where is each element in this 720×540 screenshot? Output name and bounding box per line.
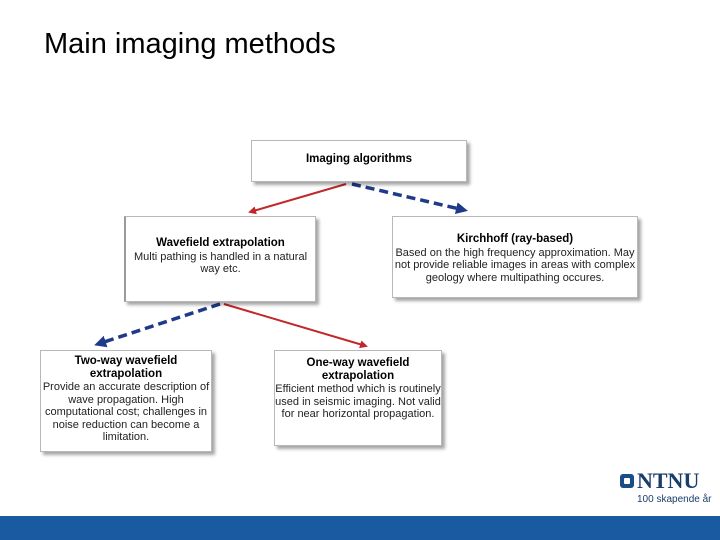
arrow-root-to-kirchhoff: [352, 184, 464, 210]
logo-tagline: 100 skapende år: [637, 494, 712, 505]
box-title: One-way wavefield extrapolation: [306, 357, 410, 382]
box-two-way-wavefield: [40, 350, 212, 452]
box-description: Efficient method which is routinely used in seismic imaging. Not valid for near horizontal propagation.: [275, 383, 441, 420]
box-wavefield-extrapolation: [124, 216, 316, 302]
box-description: Based on the high frequency approximation. May not provide reliable images in areas with complex geology where multipathing occures.: [394, 246, 636, 284]
box-title: Imaging algorithms: [305, 153, 413, 165]
box-description: Provide an accurate description of wave propagation. High computational cost; challenges in noise reduction can become a limitation.: [42, 381, 210, 443]
ntnu-logo-mark-icon: [620, 474, 634, 488]
arrow-root-to-wavefield: [250, 184, 346, 212]
arrow-wavefield-to-two-way: [98, 304, 220, 344]
box-description: Multi pathing is handled in a natural way etc.: [133, 250, 308, 275]
box-kirchhoff: [392, 216, 638, 298]
box-title: Two-way wavefield extrapolation: [74, 355, 178, 380]
box-title: Kirchhoff (ray-based): [456, 233, 574, 245]
ntnu-logo: [620, 470, 712, 512]
arrow-wavefield-to-one-way: [224, 304, 366, 346]
logo-wordmark: NTNU: [637, 468, 700, 493]
box-imaging-algorithms: [251, 140, 467, 182]
box-one-way-wavefield: [274, 350, 442, 446]
slide-title: Main imaging methods: [44, 28, 336, 60]
footer-bar: [0, 516, 720, 540]
box-title: Wavefield extrapolation: [156, 237, 285, 249]
